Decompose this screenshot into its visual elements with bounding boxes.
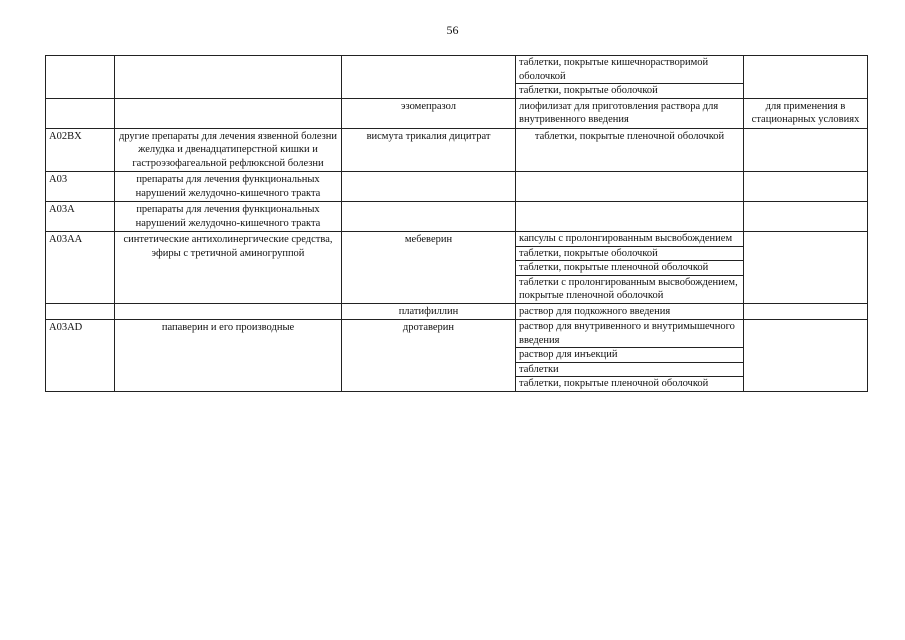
drug-name: висмута трикалия дицитрат [342, 128, 516, 172]
group-name: препараты для лечения функциональных нарушений желудочно-кишечного тракта [115, 172, 342, 202]
group-name: синтетические антихолинергические средства, эфиры с третичной аминогруппой [115, 232, 342, 304]
drug-name: платифиллин [342, 303, 516, 320]
dosage-form: таблетки, покрытые оболочкой [516, 246, 743, 261]
atc-code: A03AD [46, 320, 115, 392]
dosage-form: таблетки [516, 362, 743, 377]
dosage-form: капсулы с пролонгированным высвобождением [519, 233, 733, 244]
dosage-form: раствор для подкожного введения [516, 303, 744, 320]
group-name: другие препараты для лечения язвенной болезни желудка и двенадцатиперстной кишки и гастроэзофагеальной рефлюксной болезни [115, 128, 342, 172]
form-cell [516, 320, 744, 392]
drug-name: дротаверин [342, 320, 516, 392]
dosage-form: таблетки, покрытые пленочной оболочкой [516, 128, 744, 172]
drug-name: мебеверин [342, 232, 516, 304]
dosage-form: раствор для инъекций [516, 347, 743, 362]
dosage-form: раствор для внутривенного и внутримышечного введения [519, 321, 735, 346]
dosage-form: лиофилизат для приготовления раствора для внутривенного введения [516, 98, 744, 128]
drug-cell [342, 56, 516, 99]
form-cell [516, 56, 744, 99]
table-row [46, 232, 868, 304]
drug-name: эзомепразол [342, 98, 516, 128]
atc-code: A03 [46, 172, 115, 202]
usage-note: для применения в стационарных условиях [744, 98, 868, 128]
dosage-form: таблетки, покрытые пленочной оболочкой [516, 260, 743, 275]
page-number: 56 [446, 23, 459, 37]
note-cell [744, 56, 868, 99]
atc-code: A03A [46, 202, 115, 232]
table-row [46, 172, 868, 202]
atc-code: A03AA [46, 232, 115, 304]
table-row [46, 303, 868, 320]
group-name: папаверин и его производные [115, 320, 342, 392]
dosage-form: таблетки с пролонгированным высвобождением, покрытые пленочной оболочкой [516, 275, 743, 303]
table-row [46, 98, 868, 128]
dosage-form: таблетки, покрытые кишечнорастворимой оболочкой [519, 57, 709, 82]
dosage-form: таблетки, покрытые оболочкой [516, 83, 743, 98]
dosage-form: таблетки, покрытые пленочной оболочкой [516, 376, 743, 391]
table-row [46, 202, 868, 232]
table-row [46, 320, 868, 392]
group-name: препараты для лечения функциональных нарушений желудочно-кишечного тракта [115, 202, 342, 232]
atc-code-cell [46, 56, 115, 99]
group-cell [115, 56, 342, 99]
atc-code: A02BX [46, 128, 115, 172]
table-row [46, 128, 868, 172]
drug-table [45, 55, 868, 392]
table-row [46, 56, 868, 99]
form-cell [516, 232, 744, 304]
